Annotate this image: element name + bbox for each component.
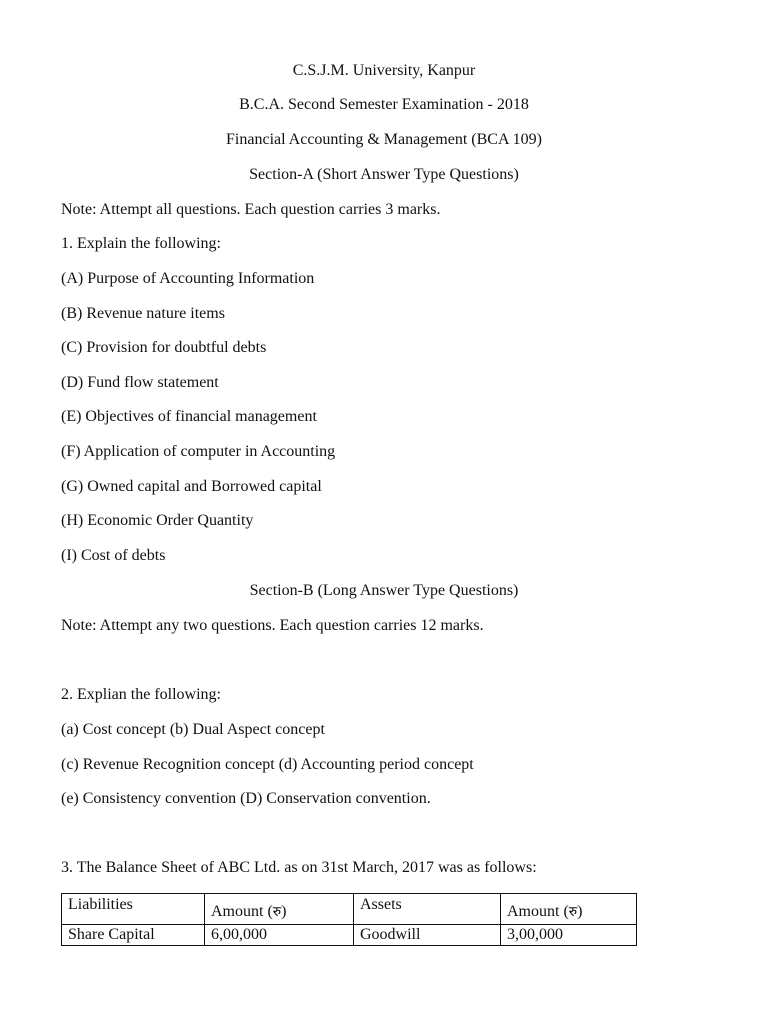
- cell-asset-amount: 3,00,000: [501, 925, 637, 946]
- question-1-item: (E) Objectives of financial management: [61, 408, 317, 425]
- header-assets: Assets: [354, 894, 501, 925]
- question-1-item: (B) Revenue nature items: [61, 305, 225, 322]
- rupee-symbol: रु: [568, 904, 578, 920]
- section-a-heading: Section-A (Short Answer Type Questions): [249, 166, 519, 183]
- question-1-item: (G) Owned capital and Borrowed capital: [61, 478, 322, 495]
- balance-sheet-table: [61, 893, 637, 946]
- cell-liability: Share Capital: [62, 925, 205, 946]
- question-2: 2. Explian the following:: [61, 686, 221, 703]
- section-b-note: Note: Attempt any two questions. Each question carries 12 marks.: [61, 617, 484, 634]
- header-liabilities: Liabilities: [62, 894, 205, 925]
- question-1-item: (A) Purpose of Accounting Information: [61, 270, 315, 287]
- question-2-line: (c) Revenue Recognition concept (d) Accounting period concept: [61, 756, 474, 773]
- exam-title: B.C.A. Second Semester Examination - 2018: [239, 96, 529, 113]
- subject-title: Financial Accounting & Management (BCA 109): [226, 131, 542, 148]
- header-amount-liabilities: Amount (रु): [205, 894, 354, 925]
- question-1-item: (F) Application of computer in Accounting: [61, 443, 336, 460]
- question-1: 1. Explain the following:: [61, 235, 221, 252]
- section-b-heading: Section-B (Long Answer Type Questions): [249, 582, 519, 599]
- question-1-item: (D) Fund flow statement: [61, 374, 219, 391]
- header-amount-label: Amount (: [507, 903, 569, 920]
- question-2-line: (e) Consistency convention (D) Conservation convention.: [61, 790, 431, 807]
- header-amount-assets: Amount (रु): [501, 894, 637, 925]
- university-title: C.S.J.M. University, Kanpur: [292, 62, 476, 79]
- rupee-symbol: रु: [272, 904, 282, 920]
- question-3: 3. The Balance Sheet of ABC Ltd. as on 31st March, 2017 was as follows:: [61, 859, 537, 876]
- cell-asset: Goodwill: [354, 925, 501, 946]
- question-2-line: (a) Cost concept (b) Dual Aspect concept: [61, 721, 325, 738]
- header-amount-label: Amount (: [211, 903, 273, 920]
- table-row: [62, 925, 637, 946]
- balance-sheet-header-row: [62, 894, 637, 925]
- section-a-note: Note: Attempt all questions. Each question carries 3 marks.: [61, 201, 441, 218]
- question-1-item: (I) Cost of debts: [61, 547, 166, 564]
- cell-liability-amount: 6,00,000: [205, 925, 354, 946]
- question-1-item: (C) Provision for doubtful debts: [61, 339, 267, 356]
- question-1-item: (H) Economic Order Quantity: [61, 512, 254, 529]
